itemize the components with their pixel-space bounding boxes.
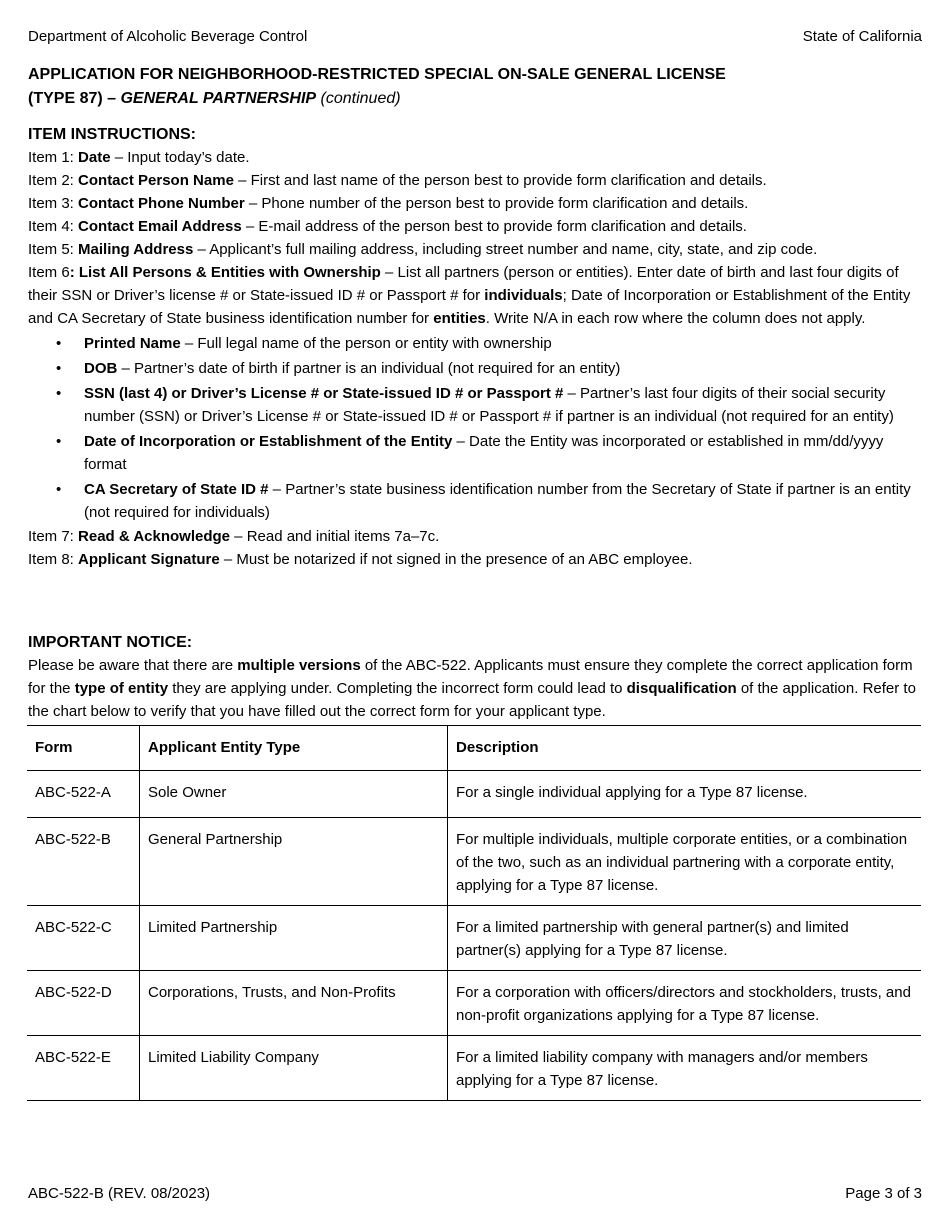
notice-text: of the application. Refer to the chart below to verify that you have filled out the correct form for your applicant type.	[28, 680, 916, 720]
table-row	[27, 818, 921, 906]
bullet-text: – Partner’s date of birth if partner is an individual (not required for an entity)	[117, 360, 621, 377]
item-label: Contact Phone Number	[78, 195, 245, 212]
item-prefix: Item 4:	[28, 218, 79, 235]
bullet-label: Printed Name	[84, 335, 181, 352]
title-continued: (continued)	[316, 90, 401, 107]
item-label: Contact Person Name	[78, 172, 234, 189]
item-text: – Phone number of the person best to provide form clarification and details.	[244, 195, 749, 212]
item-text: – Applicant’s full mailing address, including street number and name, city, state, and zip code.	[193, 241, 818, 258]
list-item	[28, 382, 921, 428]
notice-text: of the ABC-522. Applicants must ensure they complete the correct application form for the	[28, 657, 913, 697]
item-text: – Must be notarized if not signed in the presence of an ABC employee.	[219, 551, 693, 568]
title-line-2	[28, 87, 908, 111]
item-prefix: Item 5:	[28, 241, 79, 258]
item-label: Applicant Signature	[78, 551, 220, 568]
cell-entity-type: Limited Partnership	[140, 906, 448, 971]
bullet-text: – Partner’s state business identification number from the Secretary of State if partner is an entity (not required for individuals)	[84, 481, 911, 521]
item-label: Read & Acknowledge	[78, 528, 231, 545]
item-prefix: Item 2:	[28, 172, 79, 189]
footer-form-id: ABC-522-B (REV. 08/2023)	[28, 1185, 211, 1202]
cell-entity-type: General Partnership	[140, 818, 448, 906]
item-emphasis: individuals	[484, 287, 563, 304]
column-header-entity-type: Applicant Entity Type	[140, 726, 448, 771]
table-header-row	[27, 726, 921, 771]
bullet-text: – Date the Entity was incorporated or established in mm/dd/yyyy format	[84, 433, 884, 473]
bullet-label: Date of Incorporation or Establishment of the Entity	[84, 433, 453, 450]
item-text: ; Date of Incorporation or Establishment of the Entity and CA Secretary of State business identification number for	[28, 287, 911, 327]
item-prefix: Item 1:	[28, 149, 79, 166]
item-line	[28, 146, 921, 169]
item-label: Date	[78, 149, 111, 166]
notice-text: Please be aware that there are	[28, 657, 238, 674]
item-prefix: Item 3:	[28, 195, 79, 212]
header-state: State of California	[802, 28, 922, 45]
important-notice	[28, 632, 921, 723]
form-title	[28, 63, 908, 111]
item-text: – First and last name of the person best to provide form clarification and details.	[233, 172, 767, 189]
header-department: Department of Alcoholic Beverage Control	[28, 28, 308, 45]
item-emphasis: entities	[433, 310, 486, 327]
title-type: (TYPE 87) –	[28, 90, 121, 107]
item-line	[28, 238, 921, 261]
item-label: Contact Email Address	[78, 218, 242, 235]
table-row	[27, 906, 921, 971]
item-text: – List all partners (person or entities). Enter date of birth and last four digits of their SSN or Driver’s license # or State-issued ID # or Passport # for	[28, 264, 899, 304]
item-instructions	[28, 124, 921, 571]
cell-form: ABC-522-A	[27, 771, 140, 818]
item-line	[28, 525, 921, 548]
cell-form: ABC-522-B	[27, 818, 140, 906]
cell-description: For a limited liability company with managers and/or members applying for a Type 87 license.	[448, 1036, 922, 1101]
item-text: – E-mail address of the person best to provide form clarification and details.	[241, 218, 747, 235]
ownership-columns-list	[28, 332, 921, 524]
item-line	[28, 169, 921, 192]
cell-form: ABC-522-C	[27, 906, 140, 971]
bullet-label: DOB	[84, 360, 118, 377]
item-text: . Write N/A in each row where the column does not apply.	[485, 310, 866, 327]
item-prefix: Item 7:	[28, 528, 79, 545]
item-label: Mailing Address	[78, 241, 194, 258]
item-label: : List All Persons & Entities with Ownership	[69, 264, 381, 281]
list-item	[28, 332, 921, 355]
bullet-label: SSN (last 4) or Driver’s License # or State-issued ID # or Passport #	[84, 385, 564, 402]
cell-form: ABC-522-E	[27, 1036, 140, 1101]
table-row	[27, 1036, 921, 1101]
item-line	[28, 192, 921, 215]
table-row	[27, 771, 921, 818]
notice-emphasis: type of entity	[74, 680, 169, 697]
cell-description: For a corporation with officers/directors and stockholders, trusts, and non-profit organizations applying for a Type 87 license.	[448, 971, 922, 1036]
notice-text: they are applying under. Completing the incorrect form could lead to	[168, 680, 627, 697]
item-line	[28, 215, 921, 238]
item-6-line	[28, 261, 921, 330]
bullet-text: – Partner’s last four digits of their social security number (SSN) or Driver’s License # or State-issued ID # or Passport # if partner is an individual (not required for an entity)	[84, 385, 894, 425]
cell-description: For a limited partnership with general partner(s) and limited partner(s) applying for a Type 87 license.	[448, 906, 922, 971]
list-item	[28, 478, 921, 524]
cell-form: ABC-522-D	[27, 971, 140, 1036]
bullet-text: – Full legal name of the person or entity with ownership	[180, 335, 552, 352]
title-line-1: APPLICATION FOR NEIGHBORHOOD-RESTRICTED SPECIAL ON-SALE GENERAL LICENSE	[28, 66, 726, 83]
column-header-description: Description	[448, 726, 922, 771]
column-header-form: Form	[27, 726, 140, 771]
notice-emphasis: multiple versions	[237, 657, 361, 674]
notice-emphasis: disqualification	[626, 680, 737, 697]
item-prefix: Item 8:	[28, 551, 79, 568]
cell-description: For a single individual applying for a Type 87 license.	[448, 771, 922, 818]
cell-description: For multiple individuals, multiple corporate entities, or a combination of the two, such as an individual partnering with a corporate entity, applying for a Type 87 license.	[448, 818, 922, 906]
notice-paragraph	[28, 654, 921, 723]
notice-heading: IMPORTANT NOTICE:	[28, 634, 193, 651]
list-item	[28, 357, 921, 380]
instructions-heading: ITEM INSTRUCTIONS:	[28, 126, 196, 143]
cell-entity-type: Sole Owner	[140, 771, 448, 818]
item-line	[28, 548, 921, 571]
item-text: – Read and initial items 7a–7c.	[230, 528, 440, 545]
cell-entity-type: Corporations, Trusts, and Non-Profits	[140, 971, 448, 1036]
item-prefix: Item 6	[28, 264, 70, 281]
list-item	[28, 430, 921, 476]
footer-page-number: Page 3 of 3	[845, 1185, 922, 1202]
table-row	[27, 971, 921, 1036]
bullet-label: CA Secretary of State ID #	[84, 481, 269, 498]
item-text: – Input today’s date.	[110, 149, 250, 166]
title-entity: GENERAL PARTNERSHIP	[120, 90, 317, 107]
cell-entity-type: Limited Liability Company	[140, 1036, 448, 1101]
form-versions-table	[27, 725, 921, 1101]
